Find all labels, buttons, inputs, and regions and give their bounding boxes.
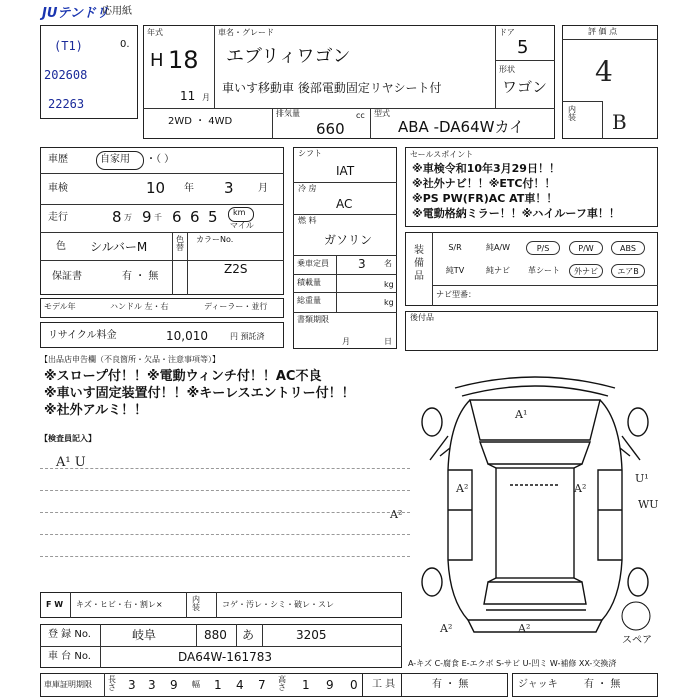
cert-hgt-1: 1 <box>302 678 310 692</box>
equip-tv: 純TV <box>445 266 465 275</box>
docs-label: 書類期限 <box>297 315 329 324</box>
fw-value: キズ・ヒビ・右・割レ× <box>76 600 163 609</box>
capacity-value: 3 <box>358 257 366 271</box>
equip-alloy: 純A/W <box>485 243 511 252</box>
sales-point-line-2: ※社外ナビ！！※ETC付！！ <box>412 177 556 190</box>
mileage-unit-mile: マイル <box>230 221 254 230</box>
docs-day: 日 <box>384 337 392 346</box>
navi-model-label: ナビ型番： <box>436 290 476 299</box>
shift-value: IAT <box>336 164 355 178</box>
displacement-label: 排気量 <box>276 109 300 118</box>
model-value: ABA -DA64Wカイ <box>398 118 525 136</box>
shaken-year: 10 <box>146 179 166 197</box>
form-name: 応用紙 <box>102 6 132 17</box>
mileage-digit-2: 6 <box>172 208 182 226</box>
exhibitor-line-1: ※スロープ付！！※電動ウィンチ付！！AC不良 <box>44 369 322 384</box>
chassis-label: 車 台 No. <box>48 651 91 662</box>
ac-label: 冷 房 <box>298 184 317 193</box>
displacement-unit: cc <box>356 111 365 120</box>
tools-value: 有 ・ 無 <box>432 679 469 690</box>
weight-unit: kg <box>384 298 394 307</box>
model-label: 型式 <box>374 109 390 118</box>
mileage-label: 走行 <box>48 212 68 223</box>
sales-point-line-3: ※PS PW(FR)AC AT車！！ <box>412 192 558 205</box>
aftermarket-box <box>405 311 658 351</box>
spare-label: スペア <box>622 635 652 646</box>
cert-wid-1: 1 <box>214 678 222 692</box>
recycle-label: リサイクル料金 <box>48 330 117 341</box>
shaken-month: 3 <box>224 179 234 197</box>
dealer-label: ディーラー・並行 <box>204 302 268 311</box>
id-line-2: 202608 <box>44 68 88 82</box>
sales-point-line-1: ※車検令和10年3月29日！！ <box>412 162 560 175</box>
reg-class: 880 <box>204 628 227 642</box>
vehicle-name: エブリィワゴン <box>226 46 351 67</box>
jack-label: ジャッキ <box>518 679 558 690</box>
history-value: 自家用 <box>100 154 130 165</box>
sales-points-label: セールスポイント <box>410 150 474 159</box>
name-label: 車名・グレード <box>218 28 274 37</box>
sales-point-line-4: ※電動格納ミラー！！※ハイルーフ車！！ <box>412 207 620 220</box>
load-label: 積載量 <box>297 278 321 287</box>
interior-value: B <box>612 110 627 134</box>
interior-label: 内装 <box>568 105 576 122</box>
year-label: 年式 <box>147 28 163 37</box>
recycle-value: 10,010 <box>166 329 208 343</box>
cert-hgt-label: 高さ <box>278 675 286 692</box>
shape-label: 形状 <box>499 65 515 74</box>
drive-value: 2WD ・ 4WD <box>168 116 233 127</box>
shaken-month-unit: 月 <box>258 183 268 194</box>
history-label: 車歴 <box>48 154 68 165</box>
inspector-note: A¹ U <box>56 455 86 470</box>
month-suffix: 月 <box>202 93 210 102</box>
mark-rear-center: A² <box>518 622 531 635</box>
chassis-value: DA64W-161783 <box>178 650 273 664</box>
mileage-unit-km: km <box>233 208 246 217</box>
reg-place: 岐阜 <box>132 628 157 642</box>
shape-value: ワゴン <box>502 78 548 96</box>
shaken-label: 車検 <box>48 183 68 194</box>
mark-rear-left: A² <box>440 622 453 635</box>
weight-label: 総重量 <box>297 296 321 305</box>
cert-label: 車庫証明期限 <box>44 680 92 689</box>
equip-ext-navi: 外ナビ <box>569 264 603 278</box>
mark-right-side: U¹ <box>635 472 649 485</box>
equip-sr: S/R <box>448 243 462 252</box>
id-box-num: 0. <box>120 39 130 50</box>
tools-label: 工 具 <box>372 679 396 690</box>
equipment-label: 装備品 <box>414 245 424 282</box>
color-no-value: Z2S <box>224 262 248 276</box>
rating-value: 4 <box>595 55 613 88</box>
reg-label: 登 録 No. <box>48 629 91 640</box>
mileage-digit-3: 6 <box>190 208 200 226</box>
exhibitor-line-3: ※社外アルミ！！ <box>44 403 148 418</box>
fuel-label: 燃 料 <box>298 216 317 225</box>
warranty-label: 保証書 <box>52 271 82 282</box>
id-line-3: 22263 <box>48 97 85 111</box>
reg-kana: あ <box>242 628 255 642</box>
mileage-digit-1: 9 <box>142 208 152 226</box>
car-damage-diagram <box>390 360 660 650</box>
exhibitor-line-2: ※車いす固定装置付！！※キーレスエントリー付！！ <box>44 386 355 401</box>
load-unit: kg <box>384 280 394 289</box>
exhibitor-label: 【出品店申告欄（不良箇所・欠品・注意事項等）】 <box>40 355 220 364</box>
repaint-label: 色替 <box>176 235 184 252</box>
handle-label: ハンドル 左・右 <box>110 302 169 311</box>
year-era: H <box>150 50 164 71</box>
interior-row-label: 内装 <box>192 595 200 612</box>
vehicle-grade: 車いす移動車 後部電動固定リヤシート付 <box>222 81 442 95</box>
shift-label: シフト <box>298 149 322 158</box>
docs-month: 月 <box>342 337 350 346</box>
equip-airbag: エアB <box>611 264 645 278</box>
cert-len-1: 3 <box>128 678 136 692</box>
cert-len-3: 9 <box>170 678 178 692</box>
color-label: 色 <box>56 241 66 252</box>
mark-hood: A¹ <box>515 408 528 421</box>
shaken-year-unit: 年 <box>184 183 194 194</box>
door-label: ドア <box>499 28 515 37</box>
interior-row-value: コゲ・汚レ・シミ・破レ・スレ <box>222 600 334 609</box>
mark-right-rear: WU <box>638 498 659 511</box>
mileage-man-unit: 万 <box>124 213 132 222</box>
equip-abs: ABS <box>611 241 645 255</box>
mileage-man: 8 <box>112 208 122 226</box>
capacity-unit: 名 <box>384 259 392 268</box>
capacity-label: 乗車定員 <box>297 259 329 268</box>
rating-label: 評 価 点 <box>588 27 618 36</box>
cert-wid-3: 7 <box>258 678 266 692</box>
color-no-label: カラーNo. <box>196 235 234 244</box>
equip-ps: P/S <box>526 241 560 255</box>
month-num: 11 <box>180 89 196 103</box>
mark-left-side: A² <box>390 508 403 521</box>
equip-pw: P/W <box>569 241 603 255</box>
ac-value: AC <box>336 197 353 211</box>
doors-value: 5 <box>517 37 529 58</box>
cert-hgt-3: 0 <box>350 678 358 692</box>
recycle-unit: 円 預託済 <box>230 332 265 341</box>
year-num: 18 <box>168 46 199 74</box>
inspector-label: 【検査員記入】 <box>40 434 96 443</box>
damage-legend: A-キズ C-腐食 E-エクボ S-サビ U-凹ミ W-補修 XX-交換済 <box>408 659 617 668</box>
fuel-value: ガソリン <box>324 233 373 247</box>
color-value: シルバーM <box>90 240 148 254</box>
mileage-sen-unit: 千 <box>154 213 162 222</box>
equip-navi: 純ナビ <box>486 266 510 275</box>
equip-leather: 革シート <box>528 266 560 275</box>
id-line-1: (T1) <box>54 39 83 53</box>
fw-label: F W <box>46 600 64 609</box>
cert-wid-label: 幅 <box>192 680 200 689</box>
cert-len-2: 3 <box>148 678 156 692</box>
history-rest: ・（ ） <box>146 154 175 165</box>
model-cat-label: モデル年 <box>44 302 76 311</box>
brand-logo: JUテンドリ <box>42 6 109 21</box>
cert-len-label: 長さ <box>108 675 116 692</box>
aftermarket-label: 後付品 <box>410 313 434 322</box>
mark-right-front-door: A² <box>574 482 587 495</box>
warranty-value: 有 ・ 無 <box>122 271 159 282</box>
cert-wid-2: 4 <box>236 678 244 692</box>
reg-num: 3205 <box>296 628 327 642</box>
displacement-value: 660 <box>316 120 345 138</box>
jack-value: 有 ・ 無 <box>584 679 621 690</box>
mileage-digit-4: 5 <box>208 208 218 226</box>
cert-hgt-2: 9 <box>326 678 334 692</box>
mark-left-front-door: A² <box>456 482 469 495</box>
